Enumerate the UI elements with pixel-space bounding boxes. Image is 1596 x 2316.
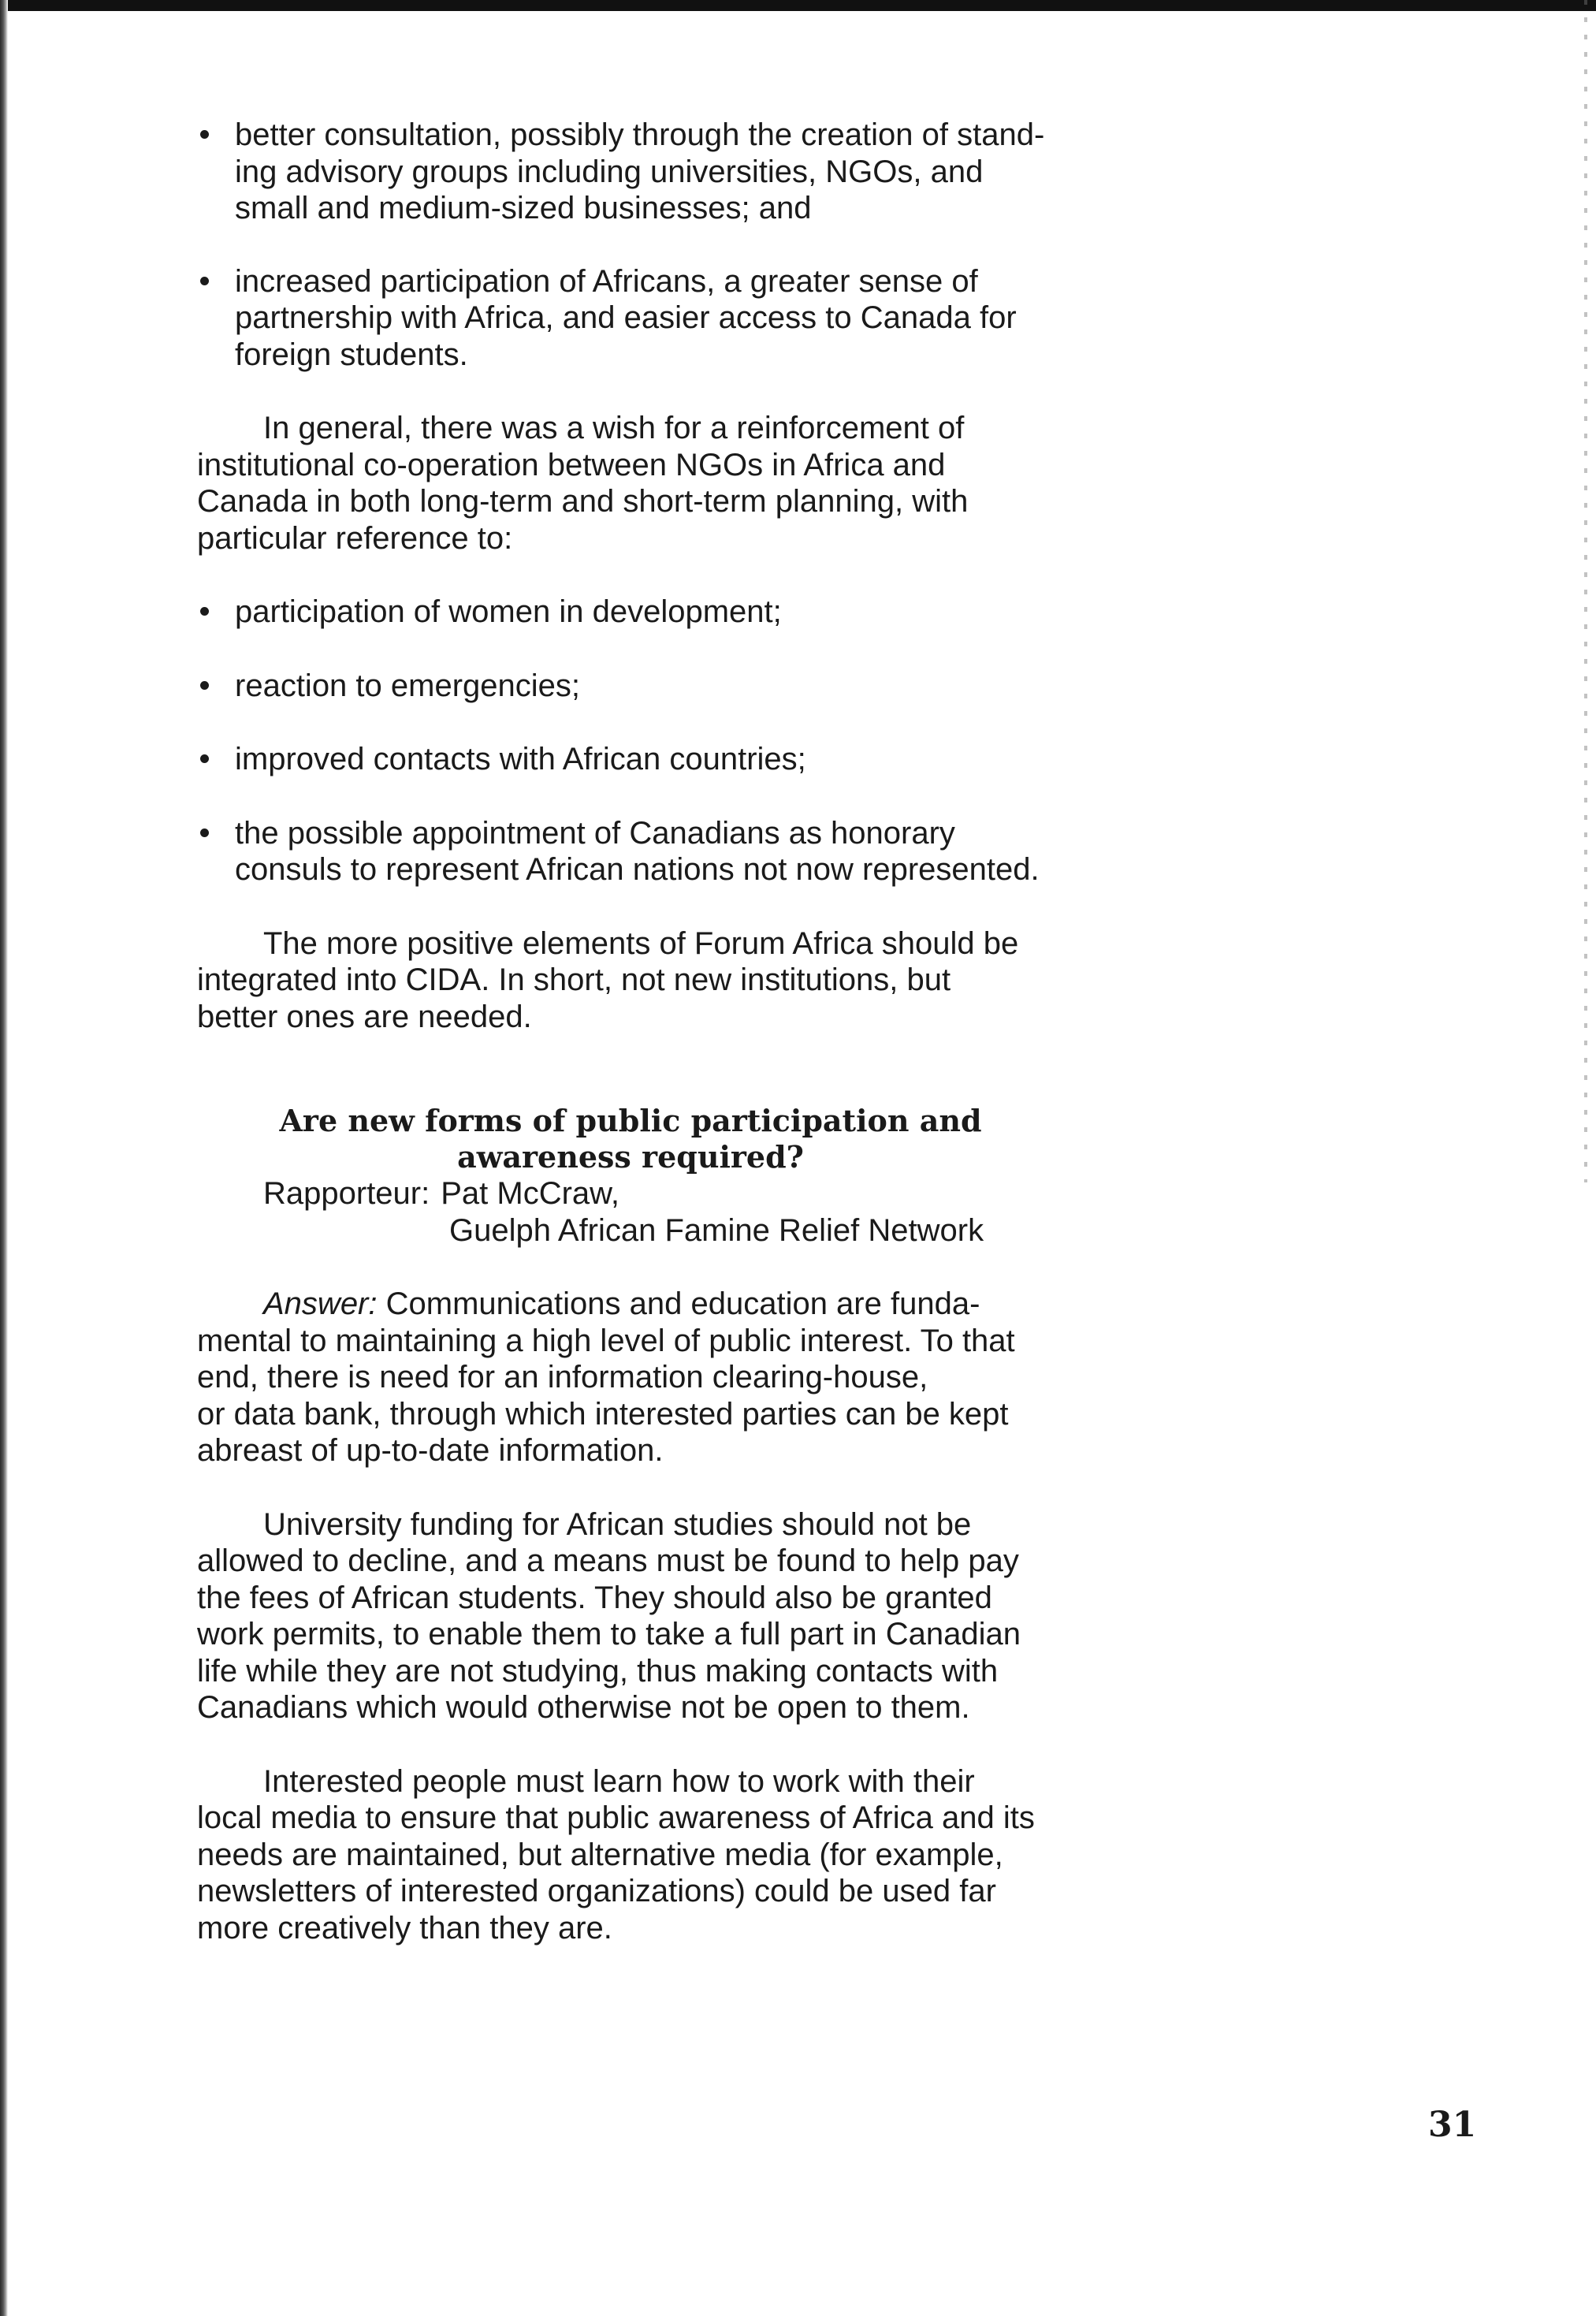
bullet-item-consultation (197, 117, 1080, 227)
text-line: small and medium-sized businesses; and (235, 191, 812, 225)
text-line: abreast of up-to-date information. (197, 1433, 664, 1468)
text-line: Canada in both long-term and short-term planning, with (197, 484, 969, 519)
page-left-binding-edge (0, 0, 8, 2316)
text-line: Canadians which would otherwise not be open to them. (197, 1690, 970, 1725)
page-number: 31 (1428, 2105, 1477, 2145)
bullet-dot-icon (200, 754, 209, 763)
text-line (197, 1286, 1080, 1323)
text-line: increased participation of Africans, a greater sense of (235, 263, 978, 299)
bullet-dot-icon (200, 130, 209, 139)
text-line: University funding for African studies should not be (263, 1506, 972, 1542)
text-line: the fees of African students. They should also be granted (197, 1580, 992, 1615)
text-line: In general, there was a wish for a reinforcement of (263, 411, 965, 445)
text-line: Interested people must learn how to work with their (263, 1763, 975, 1799)
text-line: more creatively than they are. (197, 1910, 612, 1946)
text-line: mental to maintaining a high level of public interest. To that (197, 1323, 1015, 1358)
text-line: ing advisory groups including universities, NGOs, and (235, 154, 984, 189)
text-line: foreign students. (235, 337, 468, 372)
bullet-item-emergencies (197, 668, 1080, 705)
section-heading (197, 1103, 1064, 1175)
paragraph-answer (197, 1286, 1080, 1469)
text-line: particular reference to: (197, 520, 513, 556)
text-line: work permits, to enable them to take a full part in Canadian (197, 1617, 1021, 1651)
text-line: The more positive elements of Forum Africa should be (263, 925, 1019, 961)
bullet-item-contacts (197, 741, 1080, 778)
paragraph-university-funding (197, 1506, 1080, 1726)
text-line: life while they are not studying, thus making contacts with (197, 1653, 999, 1689)
bullet-dot-icon (200, 277, 209, 285)
rapporteur-organization: Guelph African Famine Relief Network (449, 1212, 984, 1248)
text-line: end, there is need for an information clearing-house, (197, 1360, 928, 1394)
text-line: better ones are needed. (197, 999, 532, 1034)
paragraph-local-media (197, 1763, 1080, 1947)
heading-line: Are new forms of public participation and (279, 1103, 982, 1138)
text-line: local media to ensure that public awareness of Africa and its (197, 1800, 1035, 1835)
rapporteur-label: Rapporteur: (263, 1176, 430, 1211)
bullet-item-honorary-consuls (197, 815, 1080, 888)
text-line: institutional co-operation between NGOs in Africa and (197, 447, 946, 482)
heading-line: awareness required? (457, 1139, 804, 1175)
text-line: newsletters of interested organizations) could be used far (197, 1874, 996, 1908)
paragraph-general (197, 410, 1080, 557)
rapporteur-line (197, 1175, 1080, 1212)
text-line: partnership with Africa, and easier access to Canada for (235, 300, 1017, 335)
page-top-border (0, 0, 1596, 11)
bullet-item-women (197, 594, 1080, 631)
text-line: or data bank, through which interested parties can be kept (197, 1396, 1009, 1432)
text-line: the possible appointment of Canadians as honorary (235, 815, 955, 851)
bullet-dot-icon (200, 607, 209, 616)
text-line: consuls to represent African nations not now represented. (235, 852, 1040, 887)
bullet-item-participation-africans (197, 263, 1080, 374)
bullet-dot-icon (200, 828, 209, 837)
text-line: participation of women in development; (235, 594, 782, 629)
text-line: needs are maintained, but alternative media (for example, (197, 1837, 1003, 1872)
page-body (197, 117, 1080, 1946)
text-line: improved contacts with African countries; (235, 742, 806, 776)
text-line: better consultation, possibly through the creation of stand- (235, 117, 1045, 152)
paragraph-forum-africa (197, 925, 1080, 1036)
answer-first-line: Communications and education are funda- (377, 1286, 980, 1321)
text-line: integrated into CIDA. In short, not new institutions, but (197, 963, 951, 997)
text-line: reaction to emergencies; (235, 668, 581, 703)
rapporteur-name: Pat McCraw, (441, 1176, 619, 1211)
answer-label: Answer: (263, 1286, 378, 1321)
text-line: allowed to decline, and a means must be found to help pay (197, 1543, 1019, 1578)
bullet-dot-icon (200, 681, 209, 690)
page-right-edge-marks (1584, 0, 1587, 1182)
